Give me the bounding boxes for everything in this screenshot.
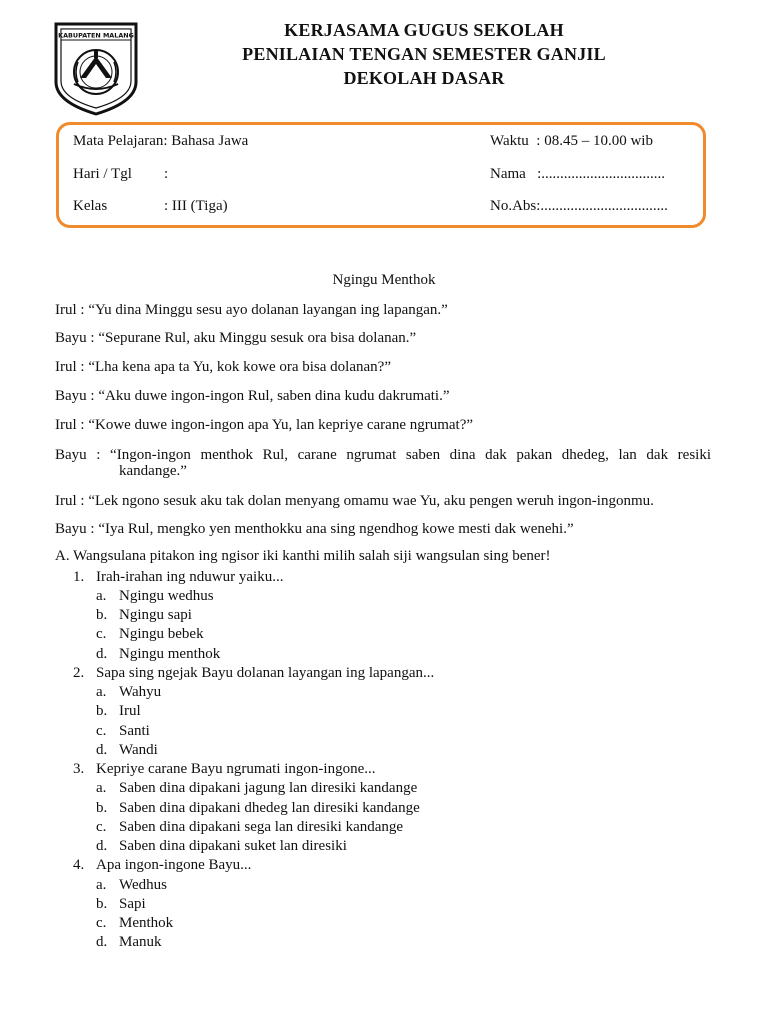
option-text: Saben dina dipakani jagung lan diresiki kandange: [119, 780, 418, 796]
dialogue-line: Bayu : “Sepurane Rul, aku Minggu sesuk ora bisa dolanan.”: [55, 330, 417, 346]
question-text: Kepriye carane Bayu ngrumati ingon-ingone...: [96, 761, 376, 777]
option-letter: c.: [96, 819, 107, 835]
section-a-heading: A. Wangsulana pitakon ing ngisor iki kanthi milih salah siji wangsulan sing bener!: [55, 548, 551, 564]
option-text: Manuk: [119, 934, 162, 950]
name-field: Nama :.................................: [490, 166, 665, 182]
class-value: : III (Tiga): [164, 198, 228, 214]
dialogue-line: Bayu : “Iya Rul, mengko yen menthokku ana sing ngendhog kowe mesti dak wenehi.”: [55, 521, 574, 537]
dialogue-line-continuation: kandange.”: [119, 463, 187, 479]
option-text: Ngingu bebek: [119, 626, 204, 642]
option-text: Saben dina dipakani suket lan diresiki: [119, 838, 347, 854]
question-text: Irah-irahan ing nduwur yaiku...: [96, 569, 284, 585]
option-letter: d.: [96, 742, 108, 758]
option-text: Ngingu menthok: [119, 646, 221, 662]
option-letter: a.: [96, 780, 107, 796]
dialogue-line: Bayu : “Aku duwe ingon-ingon Rul, saben dina kudu dakrumati.”: [55, 388, 450, 404]
dialogue-line: Irul : “Lha kena apa ta Yu, kok kowe ora bisa dolanan?”: [55, 359, 391, 375]
option-letter: b.: [96, 607, 108, 623]
dialogue-line: Irul : “Kowe duwe ingon-ingon apa Yu, lan kepriye carane ngrumat?”: [55, 417, 474, 433]
option-letter: a.: [96, 588, 107, 604]
header-line-1: KERJASAMA GUGUS SEKOLAH: [284, 20, 564, 40]
option-text: Sapi: [119, 896, 146, 912]
option-text: Santi: [119, 723, 150, 739]
option-text: Menthok: [119, 915, 174, 931]
option-text: Irul: [119, 703, 141, 719]
option-text: Wedhus: [119, 877, 167, 893]
absen-field: No.Abs:..................................: [490, 198, 668, 214]
kabupaten-malang-logo: [54, 22, 138, 116]
day-value: :: [164, 166, 169, 182]
option-letter: a.: [96, 877, 107, 893]
option-text: Wahyu: [119, 684, 162, 700]
option-letter: b.: [96, 800, 108, 816]
option-letter: b.: [96, 896, 108, 912]
question-text: Sapa sing ngejak Bayu dolanan layangan ing lapangan...: [96, 665, 435, 681]
option-text: Ngingu wedhus: [119, 588, 214, 604]
option-letter: b.: [96, 703, 108, 719]
story-title: Ngingu Menthok: [332, 272, 436, 288]
header-line-2: PENILAIAN TENGAN SEMESTER GANJIL: [242, 44, 606, 64]
question-number: 4.: [73, 857, 85, 873]
dialogue-line: Irul : “Yu dina Minggu sesu ayo dolanan layangan ing lapangan.”: [55, 302, 448, 318]
question-text: Apa ingon-ingone Bayu...: [96, 857, 252, 873]
option-letter: d.: [96, 934, 108, 950]
option-letter: c.: [96, 723, 107, 739]
option-text: Saben dina dipakani dhedeg lan diresiki kandange: [119, 800, 420, 816]
option-letter: a.: [96, 684, 107, 700]
dialogue-line: Bayu : “Ingon-ingon menthok Rul, carane ngrumat saben dina dak pakan dhedeg, lan dak resiki: [55, 447, 711, 463]
document-header: [200, 18, 648, 90]
option-text: Ngingu sapi: [119, 607, 192, 623]
day-label: Hari / Tgl: [73, 166, 132, 182]
option-text: Saben dina dipakani sega lan diresiki kandange: [119, 819, 404, 835]
question-number: 3.: [73, 761, 85, 777]
subject-field: Mata Pelajaran: Bahasa Jawa: [73, 133, 249, 149]
question-number: 2.: [73, 665, 85, 681]
option-letter: d.: [96, 646, 108, 662]
option-letter: c.: [96, 626, 107, 642]
question-number: 1.: [73, 569, 85, 585]
logo-caption: KABUPATEN MALANG: [58, 31, 134, 40]
option-letter: d.: [96, 838, 108, 854]
dialogue-line: Irul : “Lek ngono sesuk aku tak dolan menyang omamu wae Yu, aku pengen weruh ingon-ingonmu.: [55, 493, 654, 509]
class-label: Kelas: [73, 198, 108, 214]
header-line-3: DEKOLAH DASAR: [343, 68, 505, 88]
option-letter: c.: [96, 915, 107, 931]
time-field: Waktu : 08.45 – 10.00 wib: [490, 133, 653, 149]
option-text: Wandi: [119, 742, 158, 758]
